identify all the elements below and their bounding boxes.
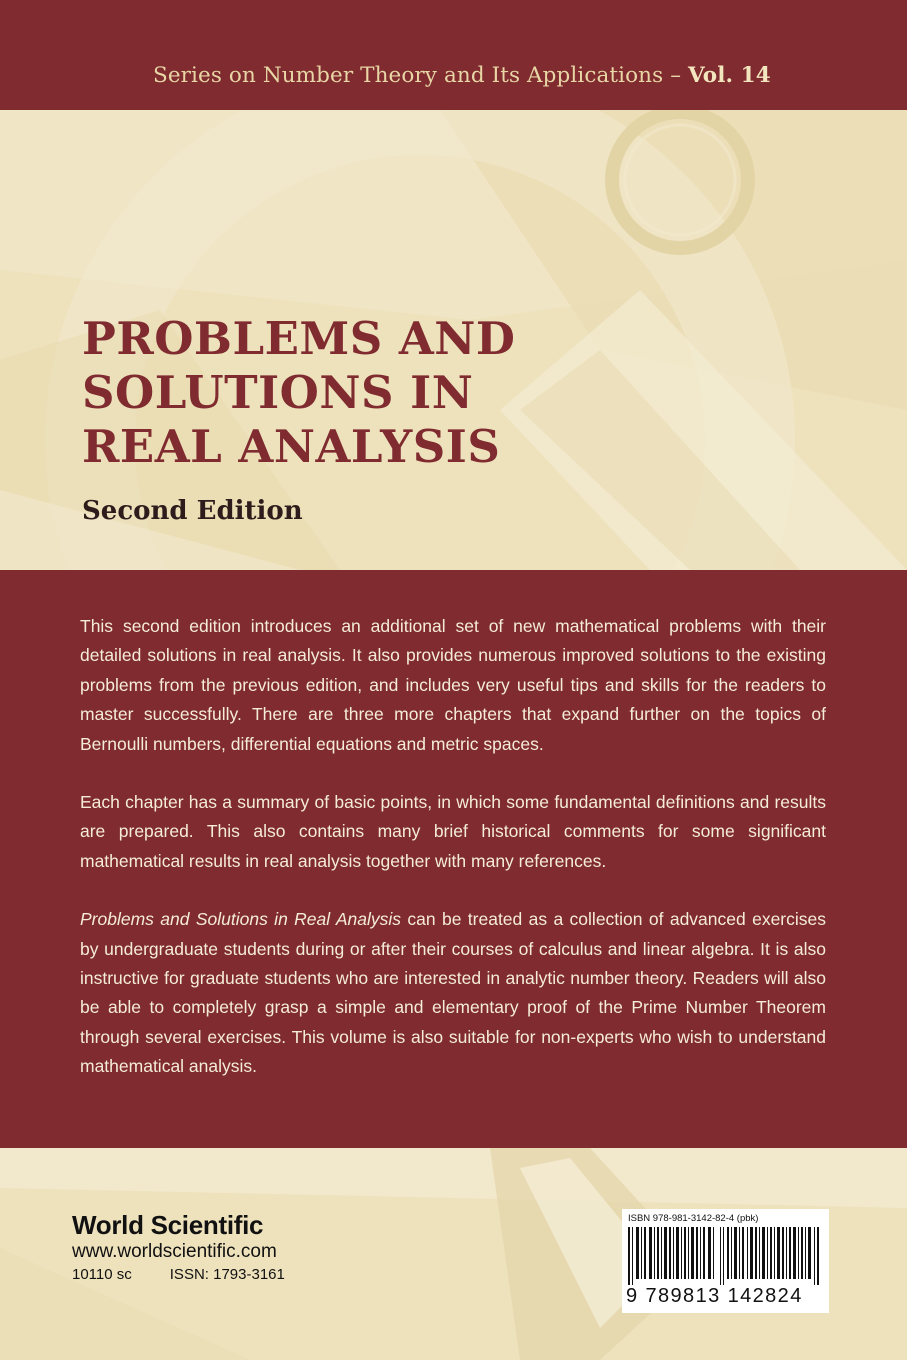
description-paragraph-3 — [80, 905, 826, 1081]
product-code: 10110 sc — [72, 1266, 132, 1283]
description-paragraph-2: Each chapter has a summary of basic points, in which some fundamental definitions and results are prepared. This also contains many brief historical comments for some significant mathematical results in real analysis together with many references. — [80, 792, 826, 871]
barcode-icon — [628, 1227, 823, 1285]
book-title — [82, 312, 515, 474]
title-line-2: SOLUTIONS IN — [82, 366, 474, 419]
series-name: Series on Number Theory and Its Applications — [153, 63, 664, 88]
series-title — [153, 63, 771, 88]
series-dash: – — [670, 63, 682, 88]
book-description — [80, 612, 826, 1111]
title-line-1: PROBLEMS AND — [82, 312, 516, 365]
title-line-3: REAL ANALYSIS — [82, 420, 501, 473]
publisher-url: www.worldscientific.com — [72, 1241, 277, 1262]
description-paragraph-1: This second edition introduces an additional set of new mathematical problems with their detailed solutions in real analysis. It also provides numerous improved solutions to the existing problems from the previous edition, and includes very useful tips and skills for the readers to master successfully. There are three more chapters that expand further on the topics of Bernoulli numbers, differential equations and metric spaces. — [80, 616, 826, 754]
series-volume: Vol. 14 — [687, 63, 771, 88]
publisher-codes — [72, 1264, 285, 1286]
description-paragraph-3-text: can be treated as a collection of advanced exercises by undergraduate students during or after their courses of calculus and linear algebra. It is also instructive for graduate students who are interested in analytic number theory. Readers will also be able to completely grasp a simple and elementary proof of the Prime Number Theorem through several exercises. This volume is also suitable for non-experts who wish to understand mathematical analysis. — [80, 909, 826, 1077]
series-header-band — [0, 0, 907, 110]
publisher-block — [72, 1210, 285, 1286]
description-book-title: Problems and Solutions in Real Analysis — [80, 909, 402, 930]
barcode-box — [622, 1209, 829, 1313]
issn: ISSN: 1793-3161 — [169, 1266, 285, 1283]
edition-label: Second Edition — [82, 496, 303, 526]
barcode-digits: 9 789813 142824 — [626, 1285, 803, 1307]
isbn-label: ISBN 978-981-3142-82-4 (pbk) — [628, 1213, 759, 1224]
publisher-name: World Scientific — [72, 1210, 264, 1240]
